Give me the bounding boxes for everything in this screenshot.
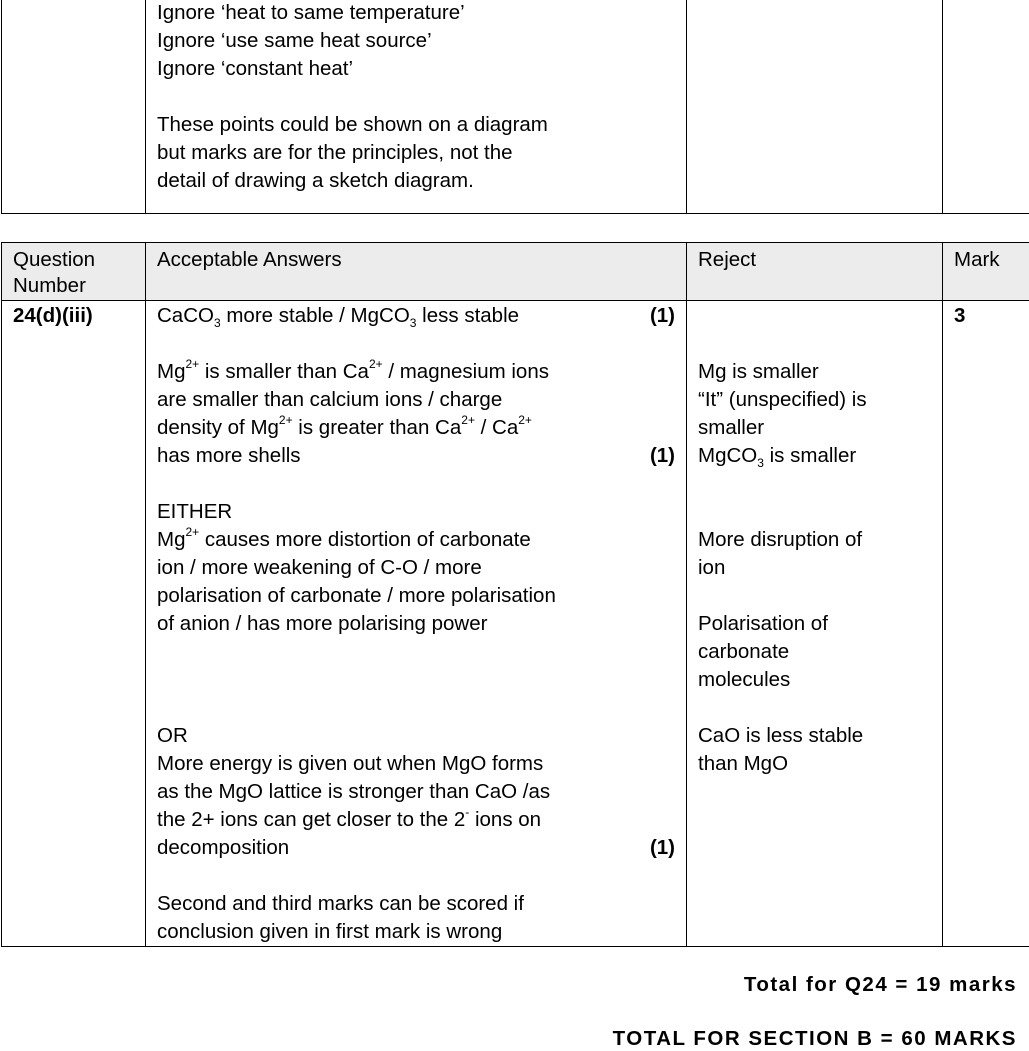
- or-label: OR: [157, 722, 675, 750]
- ignore-line-3: Ignore ‘constant heat’: [157, 55, 675, 83]
- reject-cao-stability: CaO is less stable: [698, 722, 931, 750]
- ignore-line-1: Ignore ‘heat to same temperature’: [157, 0, 675, 27]
- header-row: [2, 243, 1029, 301]
- either-label: EITHER: [157, 498, 675, 526]
- header-reject: Reject: [687, 243, 943, 301]
- mark-value: 3: [943, 301, 1029, 947]
- reject-cell-empty: [687, 0, 943, 214]
- total-section-b: TOTAL FOR SECTION B = 60 MARKS: [613, 1027, 1017, 1051]
- reject-answers: Mg is smaller “It” (unspecified) is smaller MgCO$_3$ is smaller More disruption of ion Polarisation of carbonate molecules CaO is less stable than MgO: [687, 301, 943, 947]
- header-mark: Mark: [943, 243, 1029, 301]
- acceptable-answers: CaCO$_3$ more stable / MgCO$_3$ less stable (1) $Mg^{2+}$ is smaller than $Ca^{2+}$ / magnesium ions are smaller than calcium ions / charge density of $Mg^{2+}$ is greater than $Ca^{2+} / Ca^{2+}$ has more shells (1) EITHER $Mg^{2+}$ causes more distortion of carbonate ion / more weakening of C-O / more polarisation of carbonate / more polarisation of anion / has more polarising power OR More energy is given out when MgO forms as the MgO lattice is stronger than CaO /as the 2+ ions can get closer to the 2- ions on decomposition (1) Second and third marks can be scored if conclusion given in first mark is wrong: [146, 301, 687, 947]
- note-line-3: detail of drawing a sketch diagram.: [157, 167, 675, 195]
- mark-scheme-table: [1, 242, 1029, 947]
- reject-mg-smaller: Mg is smaller: [698, 358, 931, 386]
- note-line-2: but marks are for the principles, not the: [157, 139, 675, 167]
- answer-ion-size: $Mg^{2+}$ is smaller than $Ca^{2+}$ / magnesium ions: [157, 358, 675, 386]
- question-number: 24(d)(iii): [2, 301, 146, 947]
- question-cell-empty: [2, 0, 146, 214]
- answer-lattice-energy: More energy is given out when MgO forms: [157, 750, 675, 778]
- note-line-1: These points could be shown on a diagram: [157, 111, 675, 139]
- previous-answer-table: [1, 0, 1029, 214]
- total-q24: Total for Q24 = 19 marks: [744, 973, 1017, 997]
- answer-cell: [146, 0, 687, 214]
- mark-cell-empty: [943, 0, 1029, 214]
- ignore-line-2: Ignore ‘use same heat source’: [157, 27, 675, 55]
- answer-row: [2, 301, 1029, 947]
- header-acceptable-answers: Acceptable Answers: [146, 243, 687, 301]
- answer-polarisation: $Mg^{2+}$ causes more distortion of carbonate: [157, 526, 675, 554]
- marking-note: Second and third marks can be scored if: [157, 890, 675, 918]
- answer-stability: CaCO$_3$ more stable / MgCO$_3$ less stable (1): [157, 302, 675, 330]
- reject-polarisation-molecules: Polarisation of: [698, 610, 931, 638]
- header-question-number: Question Number: [2, 243, 146, 301]
- reject-disruption: More disruption of: [698, 526, 931, 554]
